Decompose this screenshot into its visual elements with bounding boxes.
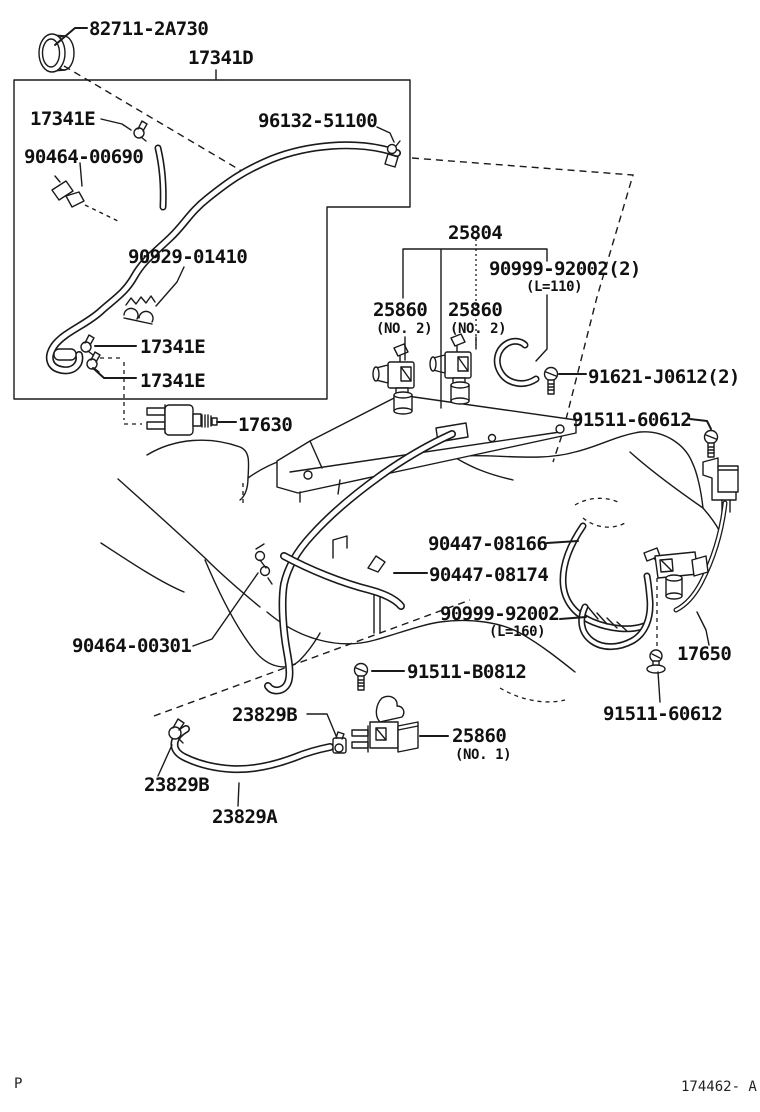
part-label-91511-60612-bot: 91511-60612 — [603, 703, 723, 725]
part-label-90929-01410: 90929-01410 — [128, 246, 248, 268]
part-label-25804: 25804 — [448, 222, 503, 244]
part-label-17650: 17650 — [677, 643, 732, 665]
part-label-82711-2a730: 82711-2A730 — [89, 18, 209, 40]
clamp-17341e-a-icon — [134, 121, 147, 141]
bolt-91621-icon — [545, 368, 558, 395]
part-label-17341d: 17341D — [188, 47, 254, 69]
part-label-90447-08174: 90447-08174 — [429, 564, 549, 586]
bolt-91511-60612-top-icon — [705, 431, 718, 458]
part-sublabel-l160: (L=160) — [489, 624, 546, 640]
part-label-25860-no1: 25860 — [452, 725, 507, 747]
clamp-90929-01410-icon — [124, 296, 155, 324]
part-label-25860-no2-a: 25860 — [373, 299, 428, 321]
bolt-91511-60612-bottom-icon — [647, 650, 665, 673]
clamp-17341e-b-icon — [81, 335, 94, 355]
part-label-90999-92002-l160: 90999-92002 — [440, 603, 560, 625]
switch-17630-icon — [147, 405, 217, 435]
vsv-25860-no2-b-icon — [430, 334, 471, 404]
part-label-17341e-b: 17341E — [140, 336, 206, 358]
part-label-17341e-a: 17341E — [30, 108, 96, 130]
part-sublabel-no2-a: (NO. 2) — [376, 321, 433, 337]
vsv-25860-no1-icon — [352, 696, 418, 752]
hose-90999-l110-icon — [497, 341, 536, 383]
part-label-91511-b0812: 91511-B0812 — [407, 661, 527, 683]
part-label-90999-92002-l110: 90999-92002(2) — [489, 258, 641, 280]
footer-figure-code: 174462- A — [681, 1079, 757, 1095]
part-label-90464-00301: 90464-00301 — [72, 635, 192, 657]
hose-clamp-82711-icon — [39, 34, 74, 72]
part-label-17341e-c: 17341E — [140, 370, 206, 392]
clamp-90464-00301-icon — [256, 544, 273, 584]
connector-17650-icon — [703, 458, 738, 512]
part-label-90464-00690: 90464-00690 — [24, 146, 144, 168]
part-sublabel-no1: (NO. 1) — [455, 747, 512, 763]
clamp-23829b-right-icon — [333, 732, 346, 753]
part-label-23829a: 23829A — [212, 806, 278, 828]
part-label-25860-no2-b: 25860 — [448, 299, 503, 321]
part-label-90447-08166: 90447-08166 — [428, 533, 548, 555]
part-sublabel-l110: (L=110) — [526, 279, 583, 295]
part-label-96132-51100: 96132-51100 — [258, 110, 378, 132]
vsv-25860-no2-a-icon — [373, 344, 414, 414]
part-label-23829b-right: 23829B — [232, 704, 298, 726]
part-label-91621-j0612: 91621-J0612(2) — [588, 366, 740, 388]
hose-23829a — [174, 729, 330, 769]
part-label-23829b-left: 23829B — [144, 774, 210, 796]
connector-90464-00690-icon — [52, 176, 84, 207]
part-label-91511-60612-top: 91511-60612 — [572, 409, 692, 431]
footer-page-code: P — [14, 1076, 23, 1092]
part-sublabel-no2-b: (NO. 2) — [450, 321, 507, 337]
bolt-91511-b0812-icon — [355, 664, 368, 691]
part-label-17630: 17630 — [238, 414, 293, 436]
